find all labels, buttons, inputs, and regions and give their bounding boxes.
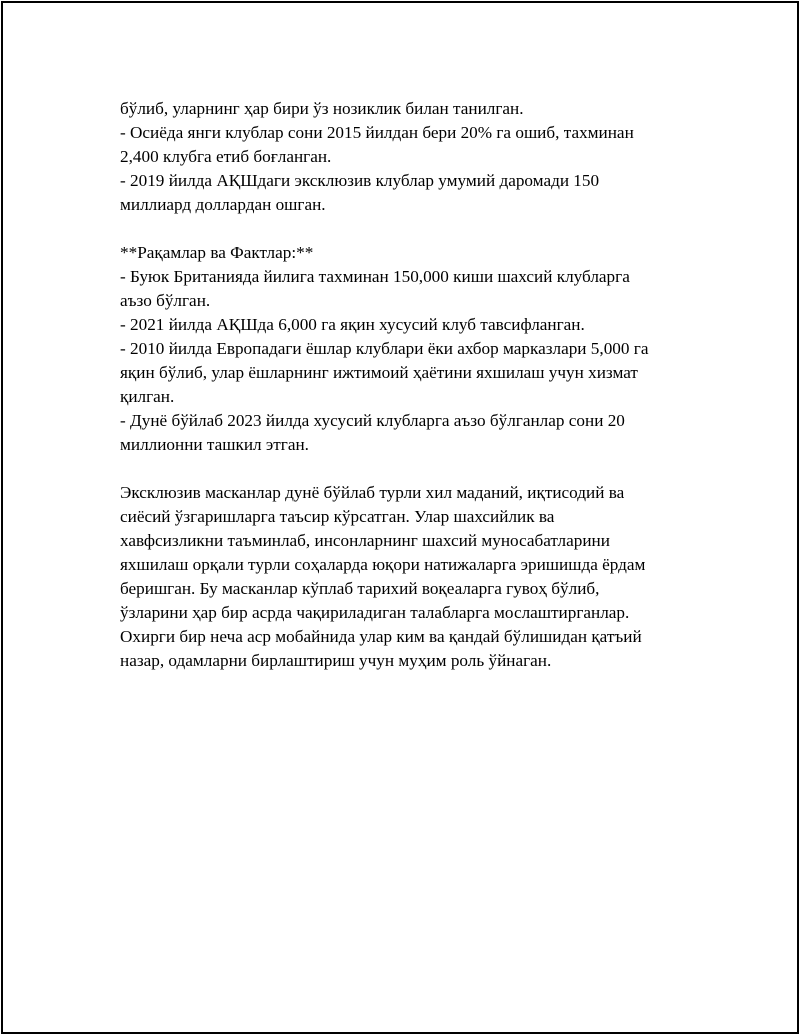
document-body — [120, 97, 710, 673]
text-line: беришган. Бу масканлар кўплаб тарихий воқеаларга гувоҳ бўлиб, — [120, 579, 600, 598]
intro-section — [120, 97, 710, 217]
text-line: аъзо бўлган. — [120, 291, 211, 310]
document-page — [1, 1, 799, 1034]
text-line: бўлиб, уларнинг ҳар бири ўз нозиклик билан танилган. — [120, 99, 524, 118]
text-line: - 2021 йилда АҚШда 6,000 га яқин хусусий клуб тавсифланган. — [120, 315, 585, 334]
text-line: миллионни ташкил этган. — [120, 435, 309, 454]
text-line: ўзларини ҳар бир асрда чақириладиган талабларга мослаштирганлар. — [120, 603, 630, 622]
text-line: сиёсий ўзгаришларга таъсир кўрсатган. Улар шахсийлик ва — [120, 507, 555, 526]
text-line: - 2019 йилда АҚШдаги эксклюзив клублар умумий даромади 150 — [120, 171, 600, 190]
text-line: қилган. — [120, 387, 175, 406]
text-line: хавфсизликни таъминлаб, инсонларнинг шахсий муносабатларини — [120, 531, 610, 550]
paragraph-gap — [120, 217, 710, 241]
closing-paragraph — [120, 481, 710, 673]
text-line: - Дунё бўйлаб 2023 йилда хусусий клубларга аъзо бўлганлар сони 20 — [120, 411, 625, 430]
text-line: яқин бўлиб, улар ёшларнинг ижтимоий ҳаётини яхшилаш учун хизмат — [120, 363, 638, 382]
text-line: - 2010 йилда Европадаги ёшлар клублари ёки ахбор марказлари 5,000 га — [120, 339, 649, 358]
text-line: назар, одамларни бирлаштириш учун муҳим роль ўйнаган. — [120, 651, 552, 670]
text-line: Охирги бир неча аср мобайнида улар ким ва қандай бўлишидан қатъий — [120, 627, 642, 646]
text-line: яхшилаш орқали турли соҳаларда юқори натижаларга эришишда ёрдам — [120, 555, 646, 574]
text-line: миллиард доллардан ошган. — [120, 195, 326, 214]
text-line: Эксклюзив масканлар дунё бўйлаб турли хил маданий, иқтисодий ва — [120, 483, 625, 502]
text-line: - Осиёда янги клублар сони 2015 йилдан бери 20% га ошиб, тахминан — [120, 123, 634, 142]
paragraph-gap — [120, 457, 710, 481]
facts-heading: **Рақамлар ва Фактлар:** — [120, 243, 314, 262]
text-line: - Буюк Британияда йилига тахминан 150,000 киши шахсий клубларга — [120, 267, 630, 286]
text-line: 2,400 клубга етиб боғланган. — [120, 147, 332, 166]
facts-section — [120, 241, 710, 457]
